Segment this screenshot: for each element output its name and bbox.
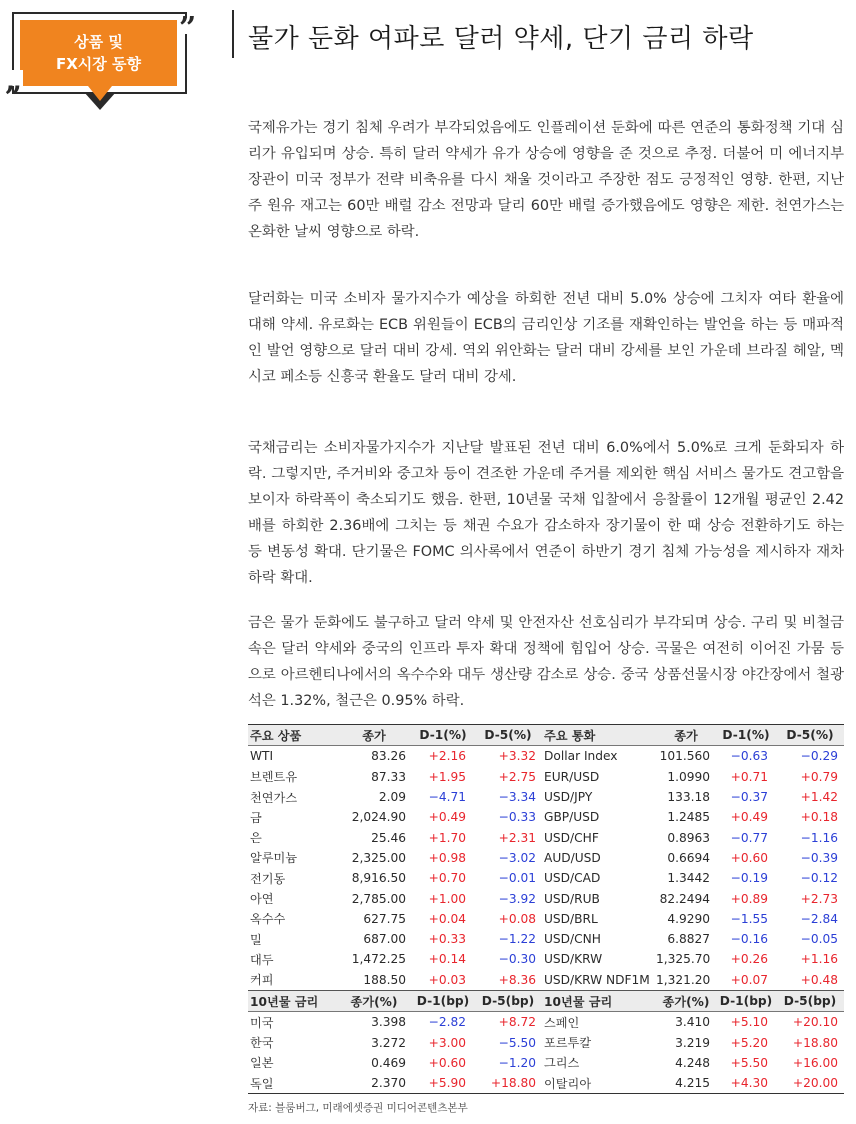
table-cell: 2,785.00 bbox=[351, 891, 406, 906]
table-cell: 전기동 bbox=[250, 871, 286, 886]
table-row bbox=[248, 746, 844, 767]
table-row bbox=[248, 787, 844, 807]
table-cell: −0.63 bbox=[730, 749, 768, 764]
table-row bbox=[248, 807, 844, 827]
table-cell: +0.18 bbox=[800, 810, 838, 825]
paragraph-oil: 국제유가는 경기 침체 우려가 부각되었음에도 인플레이션 둔화에 따른 연준의 통화정책 기대 심리가 유입되며 상승. 특히 달러 약세가 유가 상승에 영향을 준 것으로 추정. 더불어 미 에너지부 장관이 미국 정부가 전략 비축유를 다시 채울 것이라고 주장한 점도 긍정적인 영향. 한편, 지난 주 원유 재고는 60만 배럴 감소 전망과 달리 60만 배럴 증가했음에도 영향은 제한. 천연가스는 온화한 날씨 영향으로 하락. bbox=[248, 120, 844, 240]
table-cell: 금 bbox=[250, 810, 262, 825]
column-header: D-1(%) bbox=[412, 725, 472, 746]
table-cell: +0.70 bbox=[428, 871, 466, 886]
column-header: 주요 통화 bbox=[542, 725, 654, 746]
table-cell: +20.00 bbox=[774, 1073, 844, 1094]
table-row bbox=[248, 888, 844, 908]
paragraph-fx: 달러화는 미국 소비자 물가지수가 예상을 하회한 전년 대비 5.0% 상승에 그치자 여타 환율에 대해 약세. 유로화는 ECB 위원들이 ECB의 금리인상 기조를 재확인하는 발언을 하는 등 매파적인 발언 영향으로 달러 대비 강세. 역외 위안화는 달러 대비 강세를 보인 가운데 브라질 헤알, 멕시코 페소등 신흥국 환율도 달러 대비 강세. bbox=[248, 291, 844, 385]
table-cell: +0.89 bbox=[730, 891, 768, 906]
table-cell: 2,024.90 bbox=[351, 810, 406, 825]
table-cell: −0.37 bbox=[730, 790, 768, 805]
table-row bbox=[248, 767, 844, 787]
table-cell: −0.19 bbox=[730, 871, 768, 886]
table-cell: 독일 bbox=[248, 1073, 334, 1094]
table-cell: 일본 bbox=[250, 1056, 274, 1071]
column-header: D-1(bp) bbox=[716, 990, 774, 1011]
table-cell: +0.07 bbox=[730, 972, 768, 987]
table-cell: 0.469 bbox=[371, 1055, 406, 1070]
bond-rows bbox=[248, 1012, 844, 1094]
table-cell: 천연가스 bbox=[250, 790, 298, 805]
table-cell: +0.33 bbox=[428, 932, 466, 947]
table-cell: 밀 bbox=[250, 932, 262, 947]
table-cell: 1.3442 bbox=[667, 871, 710, 886]
table-row bbox=[248, 1053, 844, 1073]
table-cell: USD/CAD bbox=[544, 871, 601, 886]
table-cell: +2.31 bbox=[498, 830, 536, 845]
table-cell: −3.92 bbox=[498, 891, 536, 906]
table-cell: +0.71 bbox=[730, 769, 768, 784]
table-cell: +20.10 bbox=[792, 1015, 838, 1030]
table-cell: 6.8827 bbox=[667, 932, 710, 947]
table-cell: +0.49 bbox=[730, 810, 768, 825]
table-cell: 알루미늄 bbox=[250, 851, 298, 866]
table-row bbox=[248, 949, 844, 969]
table-cell: +3.32 bbox=[498, 749, 536, 764]
table-cell: USD/CNH bbox=[544, 932, 601, 947]
source-note: 자료: 블룸버그, 미래에셋증권 미디어콘텐츠본부 bbox=[248, 1102, 468, 1114]
column-header: D-5(bp) bbox=[774, 990, 844, 1011]
market-table bbox=[248, 724, 844, 1094]
table-cell: 2,325.00 bbox=[351, 850, 406, 865]
table-cell: 1,325.70 bbox=[656, 952, 711, 967]
table-cell: +8.36 bbox=[498, 972, 536, 987]
table-cell: 25.46 bbox=[371, 830, 406, 845]
table-cell: +0.48 bbox=[800, 972, 838, 987]
table-cell: +1.00 bbox=[428, 891, 466, 906]
table-cell: −0.01 bbox=[498, 871, 536, 886]
table-cell: USD/KRW bbox=[544, 952, 603, 967]
column-header: 종가(%) bbox=[654, 990, 716, 1011]
table-cell: 4.248 bbox=[675, 1055, 710, 1070]
badge-line-1: 상품 및 bbox=[74, 33, 123, 51]
table-cell: 4.215 bbox=[654, 1073, 716, 1094]
table-cell: 3.410 bbox=[675, 1015, 710, 1030]
table-cell: 3.219 bbox=[675, 1035, 710, 1050]
table-cell: +1.16 bbox=[800, 952, 838, 967]
table-header-row bbox=[248, 725, 844, 746]
table-cell: +0.60 bbox=[730, 850, 768, 865]
table-row bbox=[248, 1073, 844, 1094]
table-cell: −0.33 bbox=[498, 810, 536, 825]
table-row bbox=[248, 868, 844, 888]
table-cell: 미국 bbox=[250, 1015, 274, 1030]
table-row bbox=[248, 929, 844, 949]
table-cell: 3.272 bbox=[371, 1035, 406, 1050]
table-cell: 1.2485 bbox=[667, 810, 710, 825]
table-cell: 101.560 bbox=[659, 749, 710, 764]
table-cell: AUD/USD bbox=[544, 850, 601, 865]
table-cell: 188.50 bbox=[363, 972, 406, 987]
table-cell: 3.398 bbox=[371, 1015, 406, 1030]
table-cell: 82.2494 bbox=[659, 891, 710, 906]
table-cell: 83.26 bbox=[371, 749, 406, 764]
page-title: 물가 둔화 여파로 달러 약세, 단기 금리 하락 bbox=[248, 24, 754, 54]
table-cell: 1.0990 bbox=[667, 769, 710, 784]
open-quote-icon: „ bbox=[5, 63, 23, 98]
table-cell: 이탈리아 bbox=[542, 1073, 654, 1094]
table-cell: WTI bbox=[250, 749, 274, 764]
table-cell: −0.05 bbox=[800, 932, 838, 947]
table-cell: +16.00 bbox=[792, 1055, 838, 1070]
table-cell: +1.95 bbox=[428, 769, 466, 784]
table-row bbox=[248, 970, 844, 991]
table-cell: 은 bbox=[250, 831, 262, 846]
table-cell: 0.6694 bbox=[667, 850, 710, 865]
table-cell: GBP/USD bbox=[544, 810, 600, 825]
table-cell: −4.71 bbox=[428, 790, 466, 805]
badge-box bbox=[20, 20, 177, 86]
table-cell: 브렌트유 bbox=[250, 770, 298, 785]
table-cell: +0.14 bbox=[428, 952, 466, 967]
column-header: 종가 bbox=[654, 725, 716, 746]
table-cell: −0.77 bbox=[730, 830, 768, 845]
table-cell: +18.80 bbox=[792, 1035, 838, 1050]
table-cell: 1,321.20 bbox=[656, 972, 711, 987]
table-cell: USD/KRW NDF1M bbox=[544, 972, 650, 987]
table-cell: 옥수수 bbox=[250, 912, 286, 927]
column-header: D-5(%) bbox=[774, 725, 844, 746]
badge-line-2: FX시장 동향 bbox=[56, 55, 141, 73]
column-header: 종가 bbox=[334, 725, 412, 746]
table-cell: −0.16 bbox=[730, 932, 768, 947]
table-cell: −3.34 bbox=[498, 790, 536, 805]
table-cell: −0.39 bbox=[800, 850, 838, 865]
title-rule bbox=[232, 10, 234, 58]
table-row bbox=[248, 1012, 844, 1033]
table-cell: 687.00 bbox=[363, 932, 406, 947]
table-cell: 2.370 bbox=[334, 1073, 412, 1094]
table-cell: +2.75 bbox=[498, 769, 536, 784]
table-cell: +5.10 bbox=[730, 1015, 768, 1030]
column-header: 주요 상품 bbox=[248, 725, 334, 746]
table-cell: 87.33 bbox=[371, 769, 406, 784]
section-badge bbox=[0, 0, 200, 115]
column-header: 10년물 금리 bbox=[248, 990, 334, 1011]
column-header: D-1(bp) bbox=[412, 990, 472, 1011]
table-cell: −1.55 bbox=[730, 911, 768, 926]
table-cell: +0.04 bbox=[428, 911, 466, 926]
table-cell: −0.30 bbox=[498, 952, 536, 967]
bond-header-row bbox=[248, 990, 844, 1011]
table-cell: +0.49 bbox=[428, 810, 466, 825]
column-header: D-5(%) bbox=[472, 725, 542, 746]
table-row bbox=[248, 909, 844, 929]
table-cell: +5.20 bbox=[730, 1035, 768, 1050]
table-cell: USD/BRL bbox=[544, 911, 598, 926]
table-cell: +1.42 bbox=[800, 790, 838, 805]
table-cell: 2.09 bbox=[378, 790, 406, 805]
table-cell: 0.8963 bbox=[667, 830, 710, 845]
column-header: 10년물 금리 bbox=[542, 990, 654, 1011]
table-cell: −5.50 bbox=[498, 1035, 536, 1050]
table-cell: −0.29 bbox=[800, 749, 838, 764]
table-cell: +0.03 bbox=[428, 972, 466, 987]
table-cell: 대두 bbox=[250, 952, 274, 967]
table-row bbox=[248, 848, 844, 868]
table-cell: −0.12 bbox=[800, 871, 838, 886]
table-cell: Dollar Index bbox=[544, 749, 618, 764]
commodity-fx-rows bbox=[248, 746, 844, 991]
table-cell: +1.70 bbox=[428, 830, 466, 845]
table-cell: 한국 bbox=[250, 1036, 274, 1051]
column-header: D-1(%) bbox=[716, 725, 774, 746]
table-cell: +0.26 bbox=[730, 952, 768, 967]
table-cell: 133.18 bbox=[667, 790, 710, 805]
table-cell: +0.98 bbox=[428, 850, 466, 865]
table-cell: +3.00 bbox=[428, 1035, 466, 1050]
table-cell: −1.16 bbox=[800, 830, 838, 845]
table-cell: EUR/USD bbox=[544, 769, 600, 784]
close-quote-icon: ” bbox=[179, 11, 197, 46]
table-cell: +18.80 bbox=[472, 1073, 542, 1094]
table-row bbox=[248, 827, 844, 847]
table-cell: −1.20 bbox=[498, 1055, 536, 1070]
column-header: 종가(%) bbox=[334, 990, 412, 1011]
table-cell: −2.82 bbox=[428, 1015, 466, 1030]
paragraph-rates: 국채금리는 소비자물가지수가 지난달 발표된 전년 대비 6.0%에서 5.0%로 크게 둔화되자 하락. 그렇지만, 주거비와 중고차 등이 견조한 가운데 주거를 제외한 핵심 서비스 물가도 견고함을 보이자 하락폭이 축소되기도 했음. 한편, 10년물 국채 입찰에서 응찰률이 12개월 평균인 2.42배를 하회한 2.36배에 그치는 등 채권 수요가 감소하자 장기물이 한 때 상승 전환하기도 하는 등 변동성 확대. 단기물은 FOMC 의사록에서 연준이 하반기 경기 침체 가능성을 제시하자 재차 하락 확대. bbox=[248, 440, 844, 586]
table-cell: 4.9290 bbox=[667, 911, 710, 926]
table-cell: 스페인 bbox=[544, 1015, 580, 1030]
paragraph-metals: 금은 물가 둔화에도 불구하고 달러 약세 및 안전자산 선호심리가 부각되며 상승. 구리 및 비철금속은 달러 약세와 중국의 인프라 투자 확대 정책에 힘입어 상승. 곡물은 여전히 이어진 가뭄 등으로 아르헨티나에서의 옥수수와 대두 생산량 감소로 상승. 중국 상품선물시장 야간장에서 철광석은 1.32%, 철근은 0.95% 하락. bbox=[248, 615, 844, 709]
table-cell: 커피 bbox=[250, 973, 274, 988]
table-cell: +0.79 bbox=[800, 769, 838, 784]
table-cell: USD/JPY bbox=[544, 790, 593, 805]
table-cell: 1,472.25 bbox=[351, 952, 406, 967]
table-cell: +2.16 bbox=[428, 749, 466, 764]
table-cell: 627.75 bbox=[363, 911, 406, 926]
column-header: D-5(bp) bbox=[472, 990, 542, 1011]
table-cell: +5.90 bbox=[412, 1073, 472, 1094]
table-cell: +0.08 bbox=[498, 911, 536, 926]
table-cell: 포르투칼 bbox=[544, 1036, 592, 1051]
table-cell: +2.73 bbox=[800, 891, 838, 906]
table-cell: +5.50 bbox=[730, 1055, 768, 1070]
table-cell: +0.60 bbox=[428, 1055, 466, 1070]
table-cell: +4.30 bbox=[716, 1073, 774, 1094]
table-cell: −2.84 bbox=[800, 911, 838, 926]
badge-tail bbox=[88, 86, 112, 101]
table-cell: +8.72 bbox=[498, 1015, 536, 1030]
table-cell: 아연 bbox=[250, 892, 274, 907]
table-cell: −3.02 bbox=[498, 850, 536, 865]
table-cell: 8,916.50 bbox=[351, 871, 406, 886]
table-row bbox=[248, 1032, 844, 1052]
table-cell: USD/RUB bbox=[544, 891, 600, 906]
table-cell: USD/CHF bbox=[544, 830, 599, 845]
table-cell: −1.22 bbox=[498, 932, 536, 947]
table-cell: 그리스 bbox=[544, 1056, 580, 1071]
